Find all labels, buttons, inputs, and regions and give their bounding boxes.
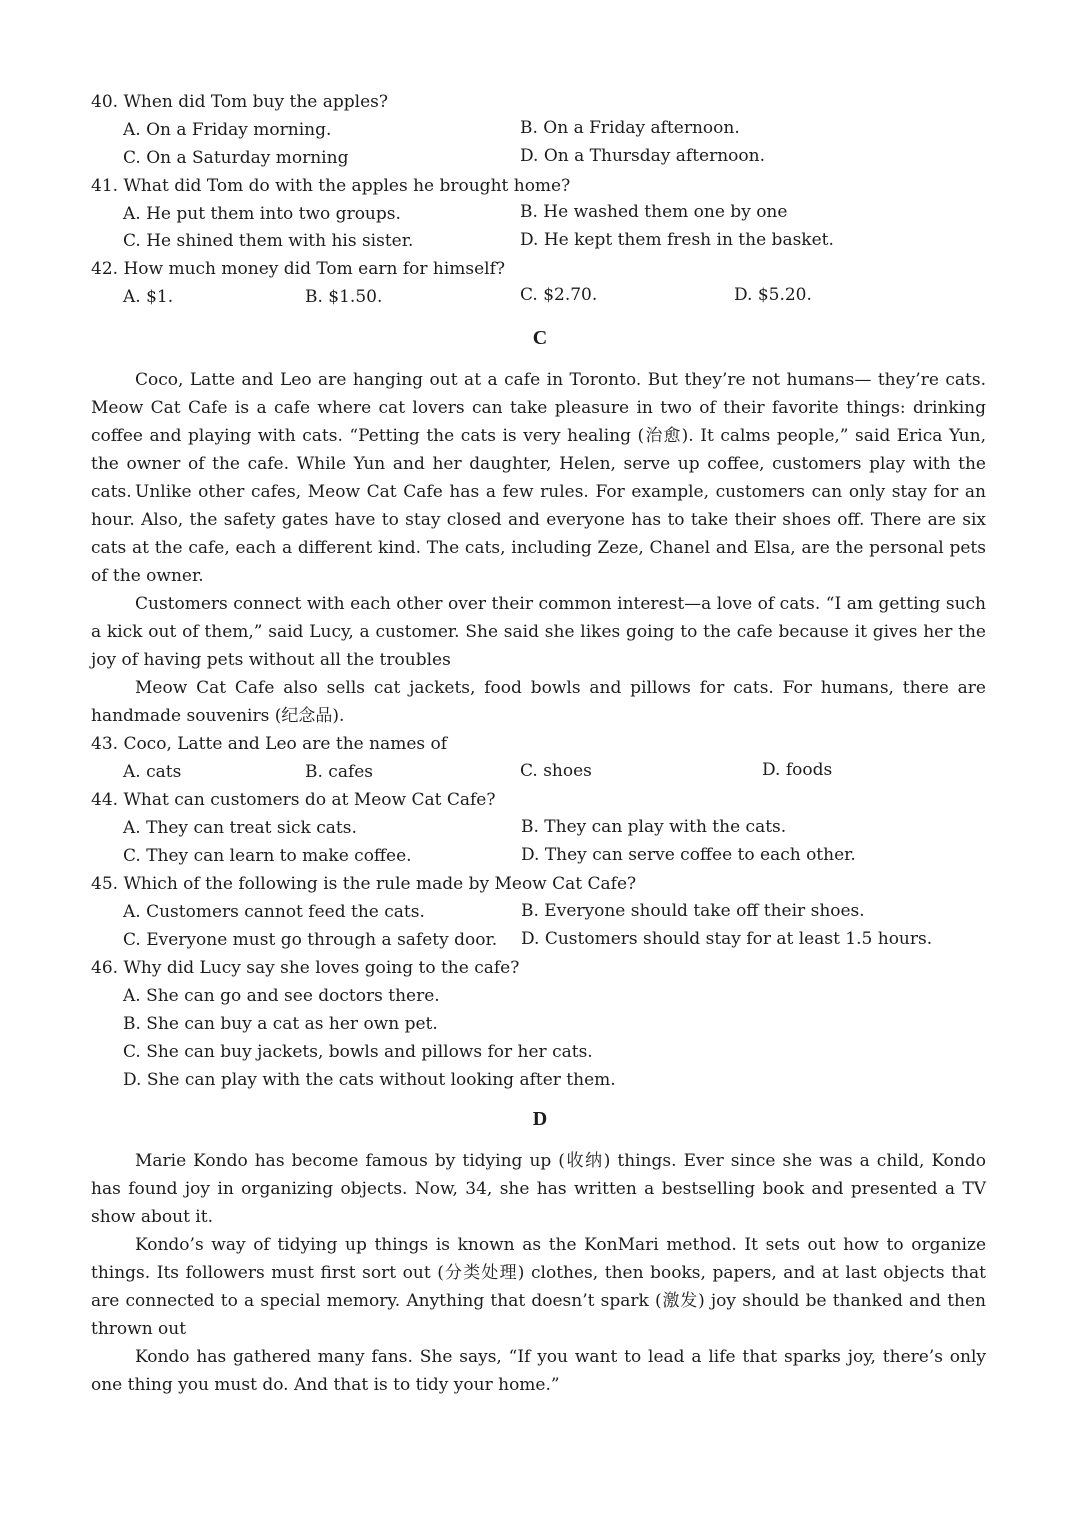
section-d-paragraph-1: Marie Kondo has become famous by tidying up (收纳) things. Ever since she was a child, Kondo has found joy in organizing objects. Now, 34, she has written a bestselling book and presented a TV show about it. [91, 1151, 986, 1227]
section-c-paragraph-2: Unlike other cafes, Meow Cat Cafe has a few rules. For example, customers can only stay for an hour. Also, the safety gates have to stay closed and everyone has to take their shoes off. There are six cats at the cafe, each a different kind. The cats, including Zeze, Chanel and Elsa, are the personal pets of the owner. [91, 482, 986, 586]
q45-option-c: C. Everyone must go through a safety door. [123, 930, 498, 950]
question-46: 46. Why did Lucy say she loves going to the cafe? [91, 958, 520, 978]
section-c-paragraph-1: Coco, Latte and Leo are hanging out at a cafe in Toronto. But they’re not humans— they’re cats. Meow Cat Cafe is a cafe where cat lovers can take pleasure in two of their favorite things: drinking coffee and playing with cats. “Petting the cats is very healing (治愈). It calms people,” said Erica Yun, the owner of the cafe. While Yun and her daughter, Helen, serve up coffee, customers play with the cats. [91, 370, 986, 502]
q43-option-c: C. shoes [520, 761, 592, 781]
q45-option-b: B. Everyone should take off their shoes. [521, 901, 865, 921]
q46-option-a: A. She can go and see doctors there. [123, 986, 440, 1006]
q45-option-a: A. Customers cannot feed the cats. [123, 902, 425, 922]
q42-option-a: A. $1. [123, 287, 174, 307]
q44-option-a: A. They can treat sick cats. [123, 818, 357, 838]
q44-option-b: B. They can play with the cats. [521, 817, 787, 837]
q41-option-a: A. He put them into two groups. [123, 204, 401, 224]
section-d-heading: D [532, 1108, 548, 1130]
q44-option-d: D. They can serve coffee to each other. [521, 845, 856, 865]
q41-option-b: B. He washed them one by one [520, 202, 788, 222]
q46-option-c: C. She can buy jackets, bowls and pillows for her cats. [123, 1042, 593, 1062]
q45-option-d: D. Customers should stay for at least 1.5 hours. [521, 929, 933, 949]
q40-option-b: B. On a Friday afternoon. [520, 118, 740, 138]
q46-option-d: D. She can play with the cats without looking after them. [123, 1070, 616, 1090]
question-43: 43. Coco, Latte and Leo are the names of [91, 734, 448, 754]
q40-option-c: C. On a Saturday morning [123, 148, 349, 168]
q41-option-c: C. He shined them with his sister. [123, 231, 414, 251]
section-d-paragraph-3: Kondo has gathered many fans. She says, “If you want to lead a life that sparks joy, there’s only one thing you must do. And that is to tidy your home.” [91, 1347, 986, 1395]
q40-option-a: A. On a Friday morning. [123, 120, 332, 140]
q41-option-d: D. He kept them fresh in the basket. [520, 230, 834, 250]
section-d-paragraph-2: Kondo’s way of tidying up things is known as the KonMari method. It sets out how to organize things. Its followers must first sort out (分类处理) clothes, then books, papers, and at last objects that are connected to a special memory. Anything that doesn’t spark (激发) joy should be thanked and then thrown out [91, 1235, 986, 1339]
q42-option-d: D. $5.20. [734, 285, 812, 305]
section-c-heading: C [532, 327, 548, 349]
q40-option-d: D. On a Thursday afternoon. [520, 146, 765, 166]
section-c-paragraph-4: Meow Cat Cafe also sells cat jackets, food bowls and pillows for cats. For humans, there are handmade souvenirs (纪念品). [91, 678, 986, 726]
q42-option-c: C. $2.70. [520, 285, 598, 305]
q42-option-b: B. $1.50. [305, 287, 383, 307]
question-45: 45. Which of the following is the rule made by Meow Cat Cafe? [91, 874, 637, 894]
question-44: 44. What can customers do at Meow Cat Cafe? [91, 790, 496, 810]
question-42: 42. How much money did Tom earn for himself? [91, 259, 506, 279]
q43-option-d: D. foods [762, 760, 833, 780]
q43-option-a: A. cats [123, 762, 182, 782]
q46-option-b: B. She can buy a cat as her own pet. [123, 1014, 438, 1034]
section-c-paragraph-3: Customers connect with each other over their common interest—a love of cats. “I am getting such a kick out of them,” said Lucy, a customer. She said she likes going to the cafe because it gives her the joy of having pets without all the troubles [91, 594, 986, 670]
question-41: 41. What did Tom do with the apples he brought home? [91, 176, 571, 196]
question-40: 40. When did Tom buy the apples? [91, 92, 388, 112]
q44-option-c: C. They can learn to make coffee. [123, 846, 412, 866]
q43-option-b: B. cafes [305, 762, 374, 782]
